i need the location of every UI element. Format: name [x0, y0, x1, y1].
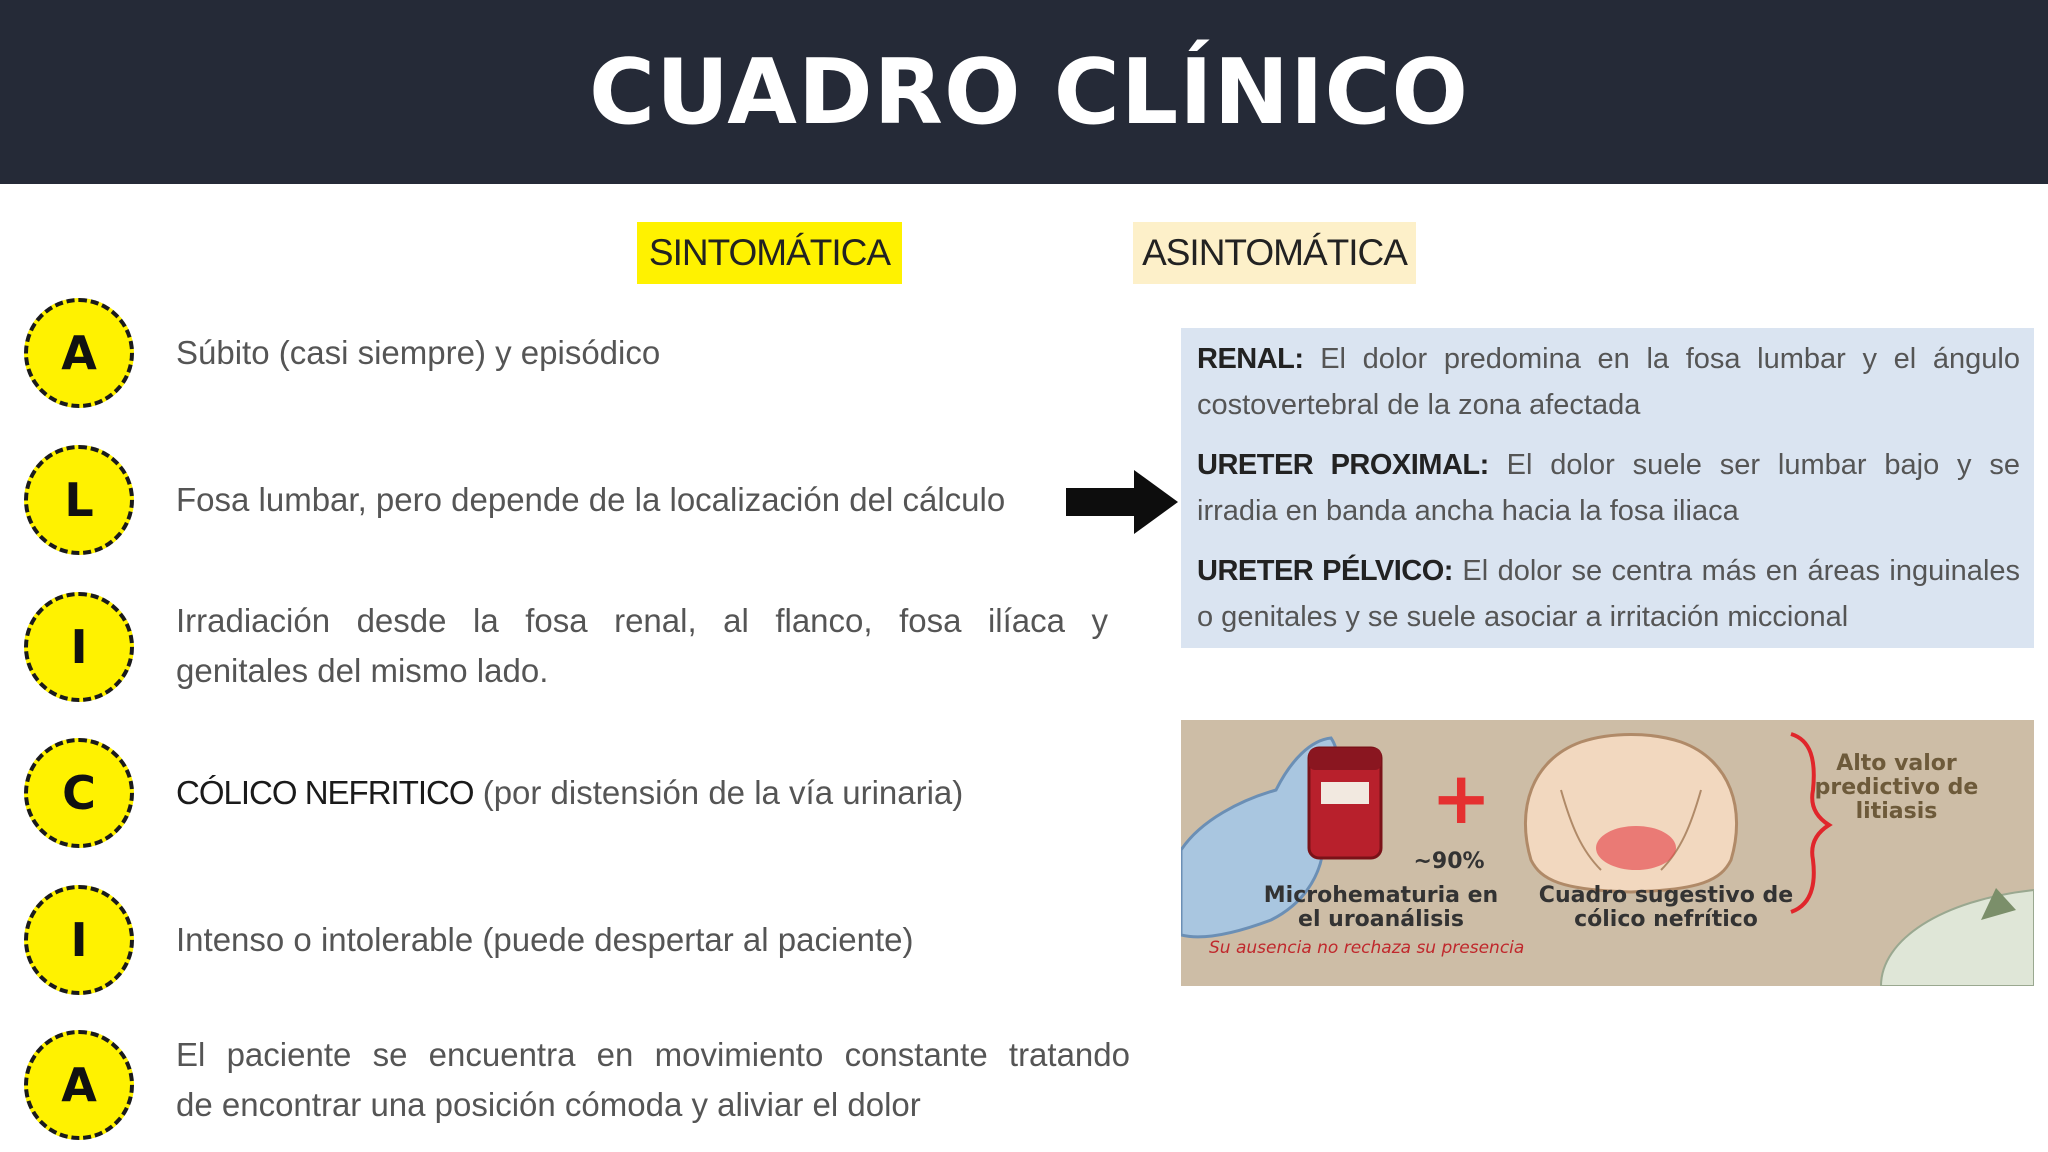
- letter-badge: A: [24, 1030, 134, 1140]
- mnemonic-row: [0, 1030, 1140, 1146]
- mnemonic-row: [0, 885, 1140, 1001]
- microhematuria-label: Microhematuria en el uroanálisis: [1263, 883, 1499, 932]
- row-text-line-2: genitales del mismo lado.: [176, 652, 549, 689]
- cuadro-label: Cuadro sugestivo de cólico nefrítico: [1538, 883, 1794, 932]
- ureter-proximal-text-2: irradia en banda ancha hacia la fosa iliaca: [1197, 495, 1739, 527]
- title-bar: [0, 0, 2048, 184]
- renal-paragraph: [1197, 336, 2020, 428]
- arrow-right-icon: [1066, 470, 1178, 534]
- ureter-pelvico-label: URETER PÉLVICO:: [1197, 555, 1453, 587]
- letter-badge: I: [24, 885, 134, 995]
- ureter-proximal-line-1: [1197, 442, 2020, 488]
- renal-line-1: [1197, 336, 2020, 382]
- row-text-rest: (por distensión de la vía urinaria): [473, 774, 964, 811]
- plus-sign: +: [1431, 756, 1492, 840]
- pain-area-icon: [1596, 826, 1676, 870]
- percent-label: ~90%: [1413, 849, 1485, 874]
- ureter-pelvico-text-1: El dolor se centra más en áreas inguinales: [1452, 555, 2021, 587]
- row-text: Súbito (casi siempre) y episódico: [176, 334, 661, 371]
- tag-sintomatica: SINTOMÁTICA: [637, 222, 902, 284]
- tag-asintomatica: ASINTOMÁTICA: [1133, 222, 1416, 284]
- renal-text-1: El dolor predomina en la fosa lumbar y el ángulo: [1303, 343, 2020, 375]
- row-text-line-1: Irradiación desde la fosa renal, al flanco, fosa ilíaca y: [176, 602, 1108, 639]
- microhematuria-illustration: [1181, 720, 2034, 986]
- renal-text-2: costovertebral de la zona afectada: [1197, 389, 1641, 421]
- ureter-proximal-label: URETER PROXIMAL:: [1197, 449, 1489, 481]
- ureter-pelvico-paragraph: [1197, 548, 2020, 640]
- page-title: CUADRO CLÍNICO: [588, 39, 1470, 145]
- renal-label: RENAL:: [1197, 343, 1304, 375]
- letter-badge: A: [24, 298, 134, 408]
- ureter-pelvico-line-1: [1197, 548, 2020, 594]
- location-info-box: [1181, 328, 2034, 648]
- mnemonic-row: [0, 445, 1140, 561]
- letter-badge: L: [24, 445, 134, 555]
- mnemonic-row: [0, 738, 1140, 854]
- row-text-line-2: de encontrar una posición cómoda y aliviar el dolor: [176, 1086, 921, 1123]
- mnemonic-row: [0, 298, 1140, 414]
- row-text: Intenso o intolerable (puede despertar al paciente): [176, 921, 914, 958]
- alto-valor-label: Alto valor predictivo de litiasis: [1814, 751, 1979, 824]
- letter-badge: C: [24, 738, 134, 848]
- row-text-line-1: El paciente se encuentra en movimiento constante tratando: [176, 1036, 1130, 1073]
- ureter-pelvico-text-2: o genitales y se suele asociar a irritación miccional: [1197, 601, 1849, 633]
- handwritten-note: Su ausencia no rechaza su presencia: [1209, 938, 1525, 958]
- row-text: [176, 768, 963, 818]
- ureter-proximal-paragraph: [1197, 442, 2020, 534]
- letter-badge: I: [24, 592, 134, 702]
- row-text-strong: CÓLICO NEFRITICO: [176, 774, 474, 811]
- row-text: Fosa lumbar, pero depende de la localización del cálculo: [176, 481, 1006, 518]
- mnemonic-row: [0, 592, 1140, 708]
- ureter-proximal-text-1: El dolor suele ser lumbar bajo y se: [1488, 449, 2021, 481]
